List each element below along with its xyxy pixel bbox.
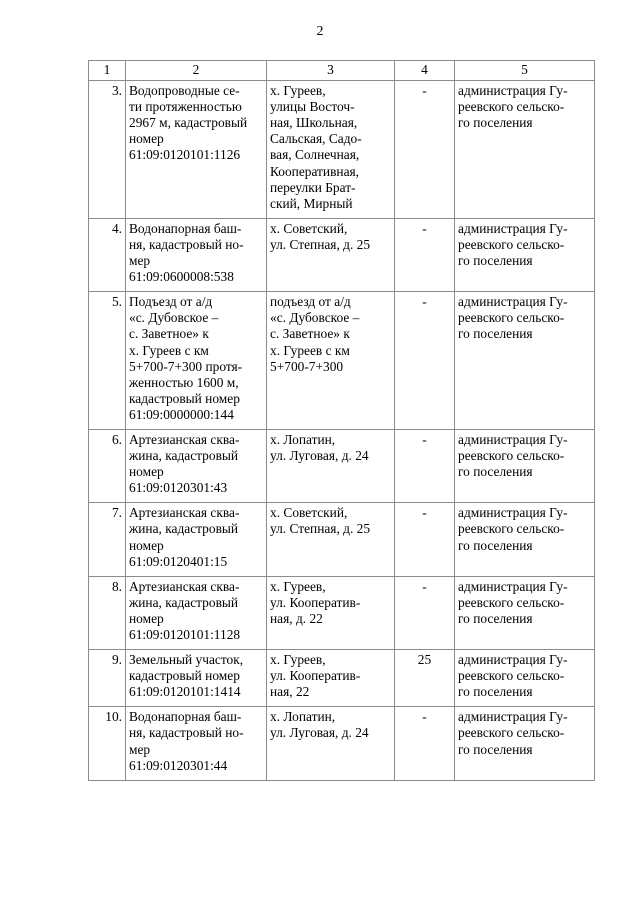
name-line: 61:09:0120101:1414 [129,684,241,700]
object-name-cell [126,81,267,219]
row-number-cell: 10. [89,707,126,780]
address-line: «с. Дубовское – [270,310,360,326]
name-line: женностью 1600 м, [129,374,239,390]
address-line: ул. Кооператив- [270,668,361,684]
address-line: ная, 22 [270,684,310,700]
object-name-cell [126,429,267,502]
row-number-cell: 4. [89,218,126,291]
table-header-row [89,61,595,81]
table-row [89,429,595,502]
owner-line: го поселения [458,253,533,269]
owner-cell [455,576,595,649]
owner-cell [455,503,595,576]
quantity-cell: - [395,292,455,430]
object-name-cell [126,218,267,291]
owner-line: го поселения [458,684,533,700]
address-cell [267,650,395,707]
owner-line: го поселения [458,326,533,342]
owner-cell [455,650,595,707]
name-line: мер [129,741,151,757]
name-line: 61:09:0120301:44 [129,757,228,773]
name-line: Земельный участок, [129,652,244,668]
name-line: номер [129,610,164,626]
owner-line: реевского сельско- [458,668,565,684]
name-line: «с. Дубовское – [129,310,219,326]
quantity-cell: - [395,503,455,576]
header-col-1: 1 [89,61,126,81]
name-line: мер [129,253,151,269]
address-line: ул. Кооператив- [270,594,361,610]
address-line: х. Гуреев, [270,652,326,668]
address-cell [267,218,395,291]
quantity-cell: - [395,218,455,291]
address-cell [267,576,395,649]
quantity-cell: - [395,707,455,780]
address-line: вая, Солнечная, [270,147,360,163]
name-line: ти протяженностью [129,99,242,115]
name-line: номер [129,131,164,147]
name-line: 61:09:0120101:1128 [129,627,241,642]
property-table [88,60,595,781]
name-line: жина, кадастровый [129,594,239,610]
name-line: 2967 м, кадастровый [129,115,248,131]
row-number-cell: 9. [89,650,126,707]
name-line: Водонапорная баш- [129,220,242,236]
name-line: номер [129,537,164,553]
object-name-cell [126,650,267,707]
name-line: Подъезд от а/д [129,294,213,310]
quantity-cell: - [395,429,455,502]
header-col-3: 3 [267,61,395,81]
owner-line: реевского сельско- [458,725,565,741]
name-line: Артезианская сква- [129,431,240,447]
address-line: х. Гуреев, [270,83,326,99]
row-number-cell: 6. [89,429,126,502]
owner-cell [455,218,595,291]
name-line: номер [129,464,164,480]
owner-cell [455,429,595,502]
page-number: 2 [316,24,324,39]
owner-line: реевского сельско- [458,521,565,537]
row-number-cell: 7. [89,503,126,576]
owner-line: администрация Гу- [458,709,568,725]
row-number-cell: 5. [89,292,126,430]
address-cell [267,292,395,430]
name-line: Водопроводные се- [129,83,240,99]
address-line: ул. Степная, д. 25 [270,236,371,252]
address-line: переулки Брат- [270,179,356,195]
name-line: 61:09:0600008:538 [129,269,234,285]
address-line: ул. Степная, д. 25 [270,521,371,537]
table-row [89,218,595,291]
name-line: жина, кадастровый [129,448,239,464]
quantity-cell: - [395,81,455,219]
header-col-4: 4 [395,61,455,81]
address-line: Сальская, Садо- [270,131,362,147]
address-line: х. Лопатин, [270,709,336,725]
table-row [89,503,595,576]
address-line: х. Гуреев, [270,578,326,594]
owner-line: реевского сельско- [458,310,565,326]
address-cell [267,429,395,502]
address-line: с. Заветное» к [270,326,350,342]
name-line: 61:09:0120301:43 [129,480,228,496]
table-row [89,576,595,649]
owner-line: реевского сельско- [458,594,565,610]
owner-line: го поселения [458,610,533,626]
owner-line: реевского сельско- [458,236,565,252]
name-line: ня, кадастровый но- [129,236,244,252]
row-number-cell: 8. [89,576,126,649]
table-row [89,81,595,219]
quantity-cell: 25 [395,650,455,707]
name-line: 61:09:0120401:15 [129,553,228,569]
address-line: подъезд от а/д [270,294,351,310]
name-line: 61:09:0120101:1126 [129,147,241,163]
name-line: жина, кадастровый [129,521,239,537]
object-name-cell [126,707,267,780]
address-line: х. Гуреев с км [270,342,350,358]
name-line: 61:09:0000000:144 [129,406,234,422]
address-cell [267,81,395,219]
quantity-cell: - [395,576,455,649]
address-line: 5+700-7+300 [270,358,344,374]
name-line: Артезианская сква- [129,505,240,521]
header-col-2: 2 [126,61,267,81]
owner-line: администрация Гу- [458,83,568,99]
owner-line: го поселения [458,464,533,480]
name-line: Артезианская сква- [129,578,240,594]
address-line: Кооперативная, [270,163,360,179]
header-col-5: 5 [455,61,595,81]
owner-cell [455,707,595,780]
table-row [89,650,595,707]
table-row [89,292,595,430]
owner-line: администрация Гу- [458,294,568,310]
name-line: 5+700-7+300 протя- [129,358,243,374]
name-line: кадастровый номер [129,390,240,406]
address-line: ная, д. 22 [270,610,323,626]
owner-line: администрация Гу- [458,220,568,236]
owner-line: го поселения [458,115,533,131]
address-line: х. Лопатин, [270,431,336,447]
address-line: ский, Мирный [270,195,353,211]
address-cell [267,707,395,780]
table-row [89,707,595,780]
name-line: кадастровый номер [129,668,240,684]
address-cell [267,503,395,576]
object-name-cell [126,576,267,649]
owner-cell [455,81,595,219]
address-line: ул. Луговая, д. 24 [270,448,369,464]
name-line: Водонапорная баш- [129,709,242,725]
owner-line: го поселения [458,537,533,553]
owner-line: администрация Гу- [458,505,568,521]
name-line: ня, кадастровый но- [129,725,244,741]
owner-line: администрация Гу- [458,431,568,447]
address-line: ул. Луговая, д. 24 [270,725,369,741]
table-body [89,81,595,781]
owner-line: администрация Гу- [458,652,568,668]
address-line: х. Советский, [270,220,348,236]
object-name-cell [126,292,267,430]
owner-line: го поселения [458,741,533,757]
address-line: улицы Восточ- [270,99,355,115]
object-name-cell [126,503,267,576]
name-line: с. Заветное» к [129,326,209,342]
row-number-cell: 3. [89,81,126,219]
address-line: х. Советский, [270,505,348,521]
owner-line: администрация Гу- [458,578,568,594]
owner-line: реевского сельско- [458,99,565,115]
address-line: ная, Школьная, [270,115,358,131]
name-line: х. Гуреев с км [129,342,209,358]
owner-line: реевского сельско- [458,448,565,464]
owner-cell [455,292,595,430]
